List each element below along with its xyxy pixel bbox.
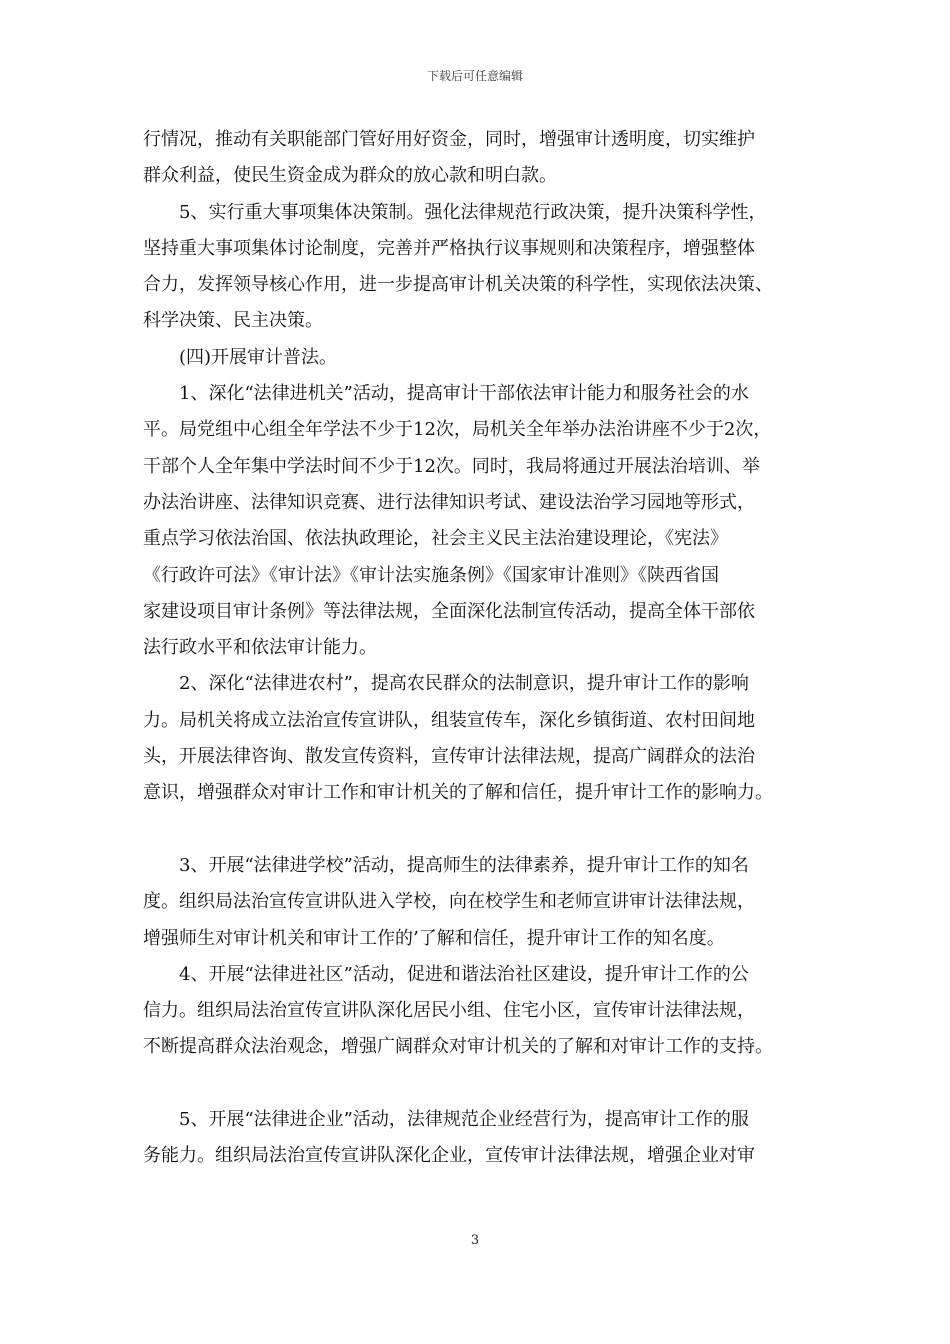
text-line: 重点学习依法治国、依法执政理论，社会主义民主法治建设理论，《宪法》 (143, 528, 728, 550)
text-line: 度。组织局法治宣传宣讲队进入学校，向在校学生和老师宣讲审计法律法规， (143, 891, 755, 913)
text-line: 头，开展法律咨询、散发宣传资料，宣传审计法律法规，提高广阔群众的法治 (143, 746, 755, 768)
page-number: 3 (470, 1233, 480, 1248)
text-line: 家建设项目审计条例》等法律法规，全面深化法制宣传活动，提高全体干部依 (143, 600, 755, 622)
text-line: 坚持重大事项集体讨论制度，完善并严格执行议事规则和决策程序，增强整体 (143, 237, 755, 259)
text-line: 法行政水平和依法审计能力。 (143, 637, 377, 659)
text-line: 4、开展“法律进社区”活动，促进和谐法治社区建设，提升审计工作的公 (143, 963, 749, 985)
text-line: 《行政许可法》《审计法》《审计法实施条例》《国家审计准则》《陕西省国 (143, 564, 719, 586)
text-line: 5、实行重大事项集体决策制。强化法律规范行政决策，提升决策科学性， (143, 201, 767, 223)
text-line: 信力。组织局法治宣传宣讲队深化居民小组、住宅小区，宣传审计法律法规， (143, 1000, 755, 1022)
text-line: 干部个人全年集中学法时间不少于12次。同时，我局将通过开展法治培训、举 (143, 455, 760, 477)
text-line: 不断提高群众法治观念，增强广阔群众对审计机关的了解和对审计工作的支持。 (143, 1036, 773, 1058)
text-line: 3、开展“法律进学校”活动，提高师生的法律素养，提升审计工作的知名 (143, 854, 749, 876)
text-line: 力。局机关将成立法治宣传宣讲队，组装宣传车，深化乡镇街道、农村田间地 (143, 709, 755, 731)
text-line: 意识，增强群众对审计工作和审计机关的了解和信任，提升审计工作的影响力。 (143, 782, 773, 804)
text-line: 2、深化“法律进农村”，提高农民群众的法制意识，提升审计工作的影响 (143, 673, 749, 695)
text-line: 1、深化“法律进机关”活动，提高审计干部依法审计能力和服务社会的水 (143, 383, 749, 405)
text-line: 科学决策、民主决策。 (143, 310, 323, 332)
text-line: 平。局党组中心组全年学法不少于12次，局机关全年举办法治讲座不少于2次， (143, 419, 772, 441)
text-line: 行情况，推动有关职能部门管好用好资金，同时，增强审计透明度，切实维护 (143, 129, 755, 150)
text-line: 办法治讲座、法律知识竞赛、进行法律知识考试、建设法治学习园地等形式， (143, 491, 755, 513)
paragraph-gap (143, 1066, 823, 1102)
paragraph-gap (143, 812, 823, 848)
text-line: (四)开展审计普法。 (143, 346, 338, 368)
text-line: 合力，发挥领导核心作用，进一步提高审计机关决策的科学性，实现依法决策、 (143, 274, 773, 296)
text-line: 群众利益，使民生资金成为群众的放心款和明白款。 (143, 165, 557, 187)
text-line: 增强师生对审计机关和审计工作的’了解和信任，提升审计工作的知名度。 (143, 927, 725, 949)
text-line: 务能力。组织局法治宣传宣讲队深化企业，宣传审计法律法规，增强企业对审 (143, 1145, 755, 1167)
text-line: 5、开展“法律进企业”活动，法律规范企业经营行为，提高审计工作的服 (143, 1109, 749, 1131)
document-body (143, 122, 823, 1175)
page-header: 下载后可任意编辑 (426, 69, 523, 83)
